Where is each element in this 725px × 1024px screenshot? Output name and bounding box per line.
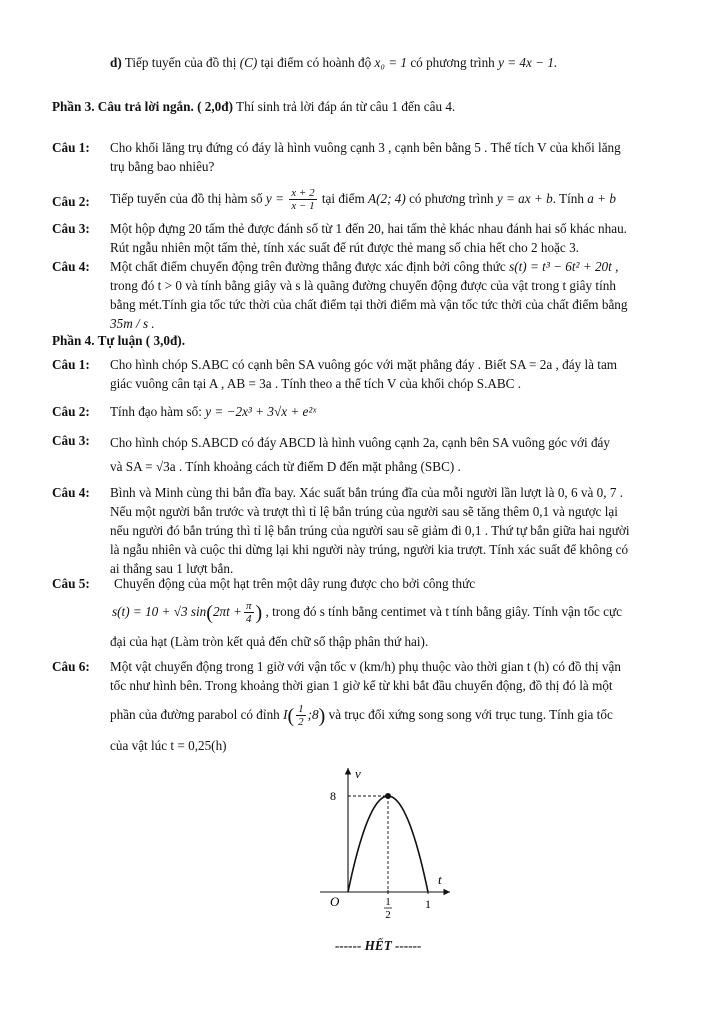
p4-q6-line3: phần của đường parabol có đỉnh I( $\frac{1}{2}$ ;8) và trục đối xứng song song với trục tung. Tính gia tốc [110, 703, 613, 729]
p3-q2-text: Tiếp tuyến của đồ thị hàm số y = $\frac{x + 2}{x - 1}$ tại điểm A(2; 4) có phương trình y = ax + b. Tính a + b [110, 187, 616, 213]
y-tick-label: 8 [330, 789, 336, 803]
x-tick-half [384, 896, 392, 920]
p4-q2-label: Câu 2: [52, 404, 90, 419]
p3-q1-text: Cho khối lăng trụ đứng có đáy là hình vuông cạnh 3 , cạnh bên bằng 5 . Thể tích V của khối lăng trụ bằng bao nhiêu? [110, 140, 621, 174]
p4-q6-label: Câu 6: [52, 659, 90, 674]
p3-q4-label: Câu 4: [52, 259, 90, 274]
fraction: $\frac{1}{2}$ [298, 703, 304, 729]
p3-q3-text: Một hộp đựng 20 tấm thẻ được đánh số từ 1 đến 20, hai tấm thẻ khác nhau đánh hai số khác nhau. Rút ngẫu nhiên một tấm thẻ, tính xác suất để rút được thẻ mang số chia hết cho 2 hoặc 3. [110, 221, 627, 255]
p4-q4-label: Câu 4: [52, 485, 90, 500]
velocity-time-chart [300, 760, 460, 920]
p4-q2-text: Tính đạo hàm số: y = −2x³ + 3√x + e²ˣ [110, 404, 317, 419]
y-axis-label: v [355, 766, 361, 781]
p4-q6-text: Một vật chuyển động trong 1 giờ với vận tốc v (km/h) phụ thuộc vào thời gian t (h) có đồ thị vận tốc như hình bên. Trong khoảng thời gian 1 giờ kể từ khi bắt đầu chuyển động, đồ thị đó là một [110, 659, 621, 693]
p4-q5-formula: s(t) = 10 + √3 sin(2πt + $\frac{\pi}{4}$ ) , trong đó s tính bằng centimet và t tính bằng giây. Tính vận tốc cực [112, 600, 623, 626]
part4-heading: Phần 4. Tự luận ( 3,0đ). [52, 333, 185, 348]
origin-label: O [330, 894, 340, 909]
fraction: $\frac{\pi}{4}$ [246, 600, 252, 626]
p4-q5-line3: đại của hạt (Làm tròn kết quả đến chữ số thập phân thứ hai). [110, 634, 429, 649]
p4-q1-text: Cho hình chóp S.ABC có cạnh bên SA vuông góc với mặt phẳng đáy . Biết SA = 2a , đáy là tam giác vuông cân tại A , AB = 3a . Tính theo a thể tích V của khối chóp S.ABC . [110, 357, 618, 391]
p3-q4-text: Một chất điểm chuyển động trên đường thẳng được xác định bởi công thức s(t) = t³ − 6t² + 20t , trong đó t > 0 và tính bằng giây và s là quãng đường chuyển động được của vật trong t giây tính bằng mét.Tính gia tốc tức thời của chất điểm tại thời điểm mà vận tốc tức thời của chất điểm bằng 35m / s . [110, 259, 628, 331]
p4-q4-text: Bình và Minh cùng thi bắn đĩa bay. Xác suất bắn trúng đĩa của mỗi người lần lượt là 0, 6 và 0, 7 . Nếu một người bắn trước và trượt thì tỉ lệ bắn trúng của người sau sẽ tăng thêm 0,1 và ngược lại nếu người đó bắn trúng thì tỉ lệ bắn trúng của người sau sẽ giảm đi 0,1 . Thứ tự bắn giữa hai người là ngẫu nhiên và cuộc thi dừng lại khi người này trúng, người kia trượt. Tính xác suất để không có ai thắng sau 1 lượt bắn. [110, 485, 630, 576]
x-tick-half-numerator: 1 [385, 896, 391, 908]
p4-q5-label: Câu 5: [52, 576, 90, 591]
end-marker: ------ HẾT ------ [335, 938, 422, 953]
x-axis-label: t [438, 872, 442, 887]
p4-q1-label: Câu 1: [52, 357, 90, 372]
fraction: $\frac{x + 2}{x - 1}$ [291, 187, 315, 213]
x-tick-half-denominator: 2 [385, 909, 391, 920]
p4-q3-text: Cho hình chóp S.ABCD có đáy ABCD là hình vuông cạnh 2a, cạnh bên SA vuông góc với đáy và SA = √3a . Tính khoảng cách từ điểm D đến mặt phẳng (SBC) . [110, 435, 610, 474]
p3-q2-label: Câu 2: [52, 194, 90, 209]
p4-q6-line4: của vật lúc t = 0,25(h) [110, 738, 227, 753]
vertex-point [385, 793, 391, 799]
p3-q3-label: Câu 3: [52, 221, 90, 236]
p4-q3-label: Câu 3: [52, 433, 90, 448]
item-d: d) Tiếp tuyến của đồ thị (C) tại điểm có hoành độ x₀ = 1 có phương trình y = 4x − 1. [110, 55, 558, 70]
part3-heading: Phần 3. Câu trả lời ngắn. ( 2,0đ) Thí sinh trả lời đáp án từ câu 1 đến câu 4. [52, 99, 456, 114]
x-tick-one: 1 [425, 897, 431, 911]
p3-q1-label: Câu 1: [52, 140, 90, 155]
p4-q5-text: Chuyển động của một hạt trên một dây rung được cho bởi công thức [114, 576, 476, 591]
